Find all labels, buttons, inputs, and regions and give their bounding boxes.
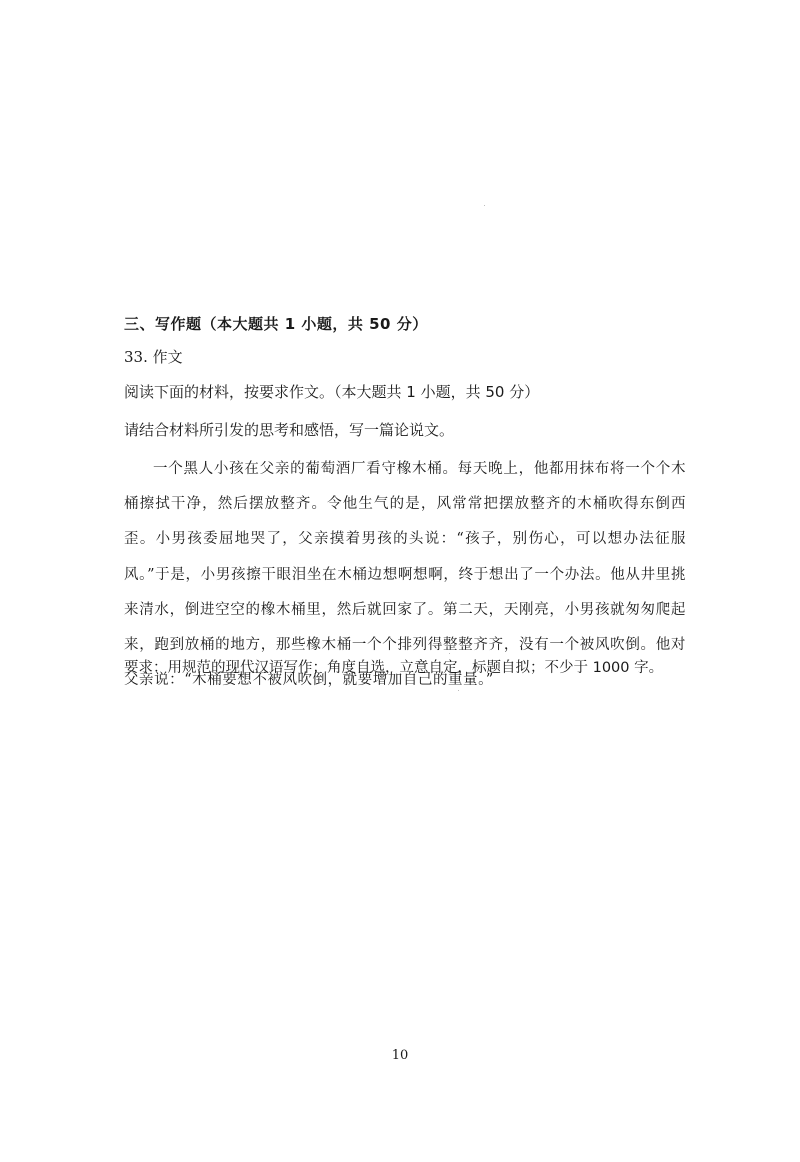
- instruction-write-essay: 请结合材料所引发的思考和感悟，写一篇论说文。: [124, 421, 455, 439]
- scan-speck: [484, 205, 485, 206]
- page-number: 10: [391, 1048, 409, 1063]
- reading-material-paragraph: 一个黑人小孩在父亲的葡萄酒厂看守橡木桶。每天晚上，他都用抹布将一个个木桶擦拭干净，然后摆放整齐。令他生气的是，风常常把摆放整齐的木桶吹得东倒西歪。小男孩委屈地哭了，父亲摸着男孩的头说：“孩子，别伤心，可以想办法征服风。”于是，小男孩擦干眼泪坐在木桶边想啊想啊，终于想出了一个办法。他从井里挑来清水，倒进空空的橡木桶里，然后就回家了。第二天，天刚亮，小男孩就匆匆爬起来，跑到放桶的地方，那些橡木桶一个个排列得整整齐齐，没有一个被风吹倒。他对父亲说：“木桶要想不被风吹倒，就要增加自己的重量。”: [124, 461, 686, 689]
- section-heading: 三、写作题（本大题共 1 小题，共 50 分）: [124, 315, 428, 333]
- instruction-read-material: 阅读下面的材料，按要求作文。（本大题共 1 小题，共 50 分）: [124, 383, 540, 401]
- scan-speck: [449, 653, 450, 654]
- question-number: 33. 作文: [124, 348, 183, 366]
- scan-speck: [458, 690, 459, 691]
- essay-requirements: 要求：用规范的现代汉语写作；角度自选，立意自定，标题自拟；不少于 1000 字。: [124, 660, 664, 676]
